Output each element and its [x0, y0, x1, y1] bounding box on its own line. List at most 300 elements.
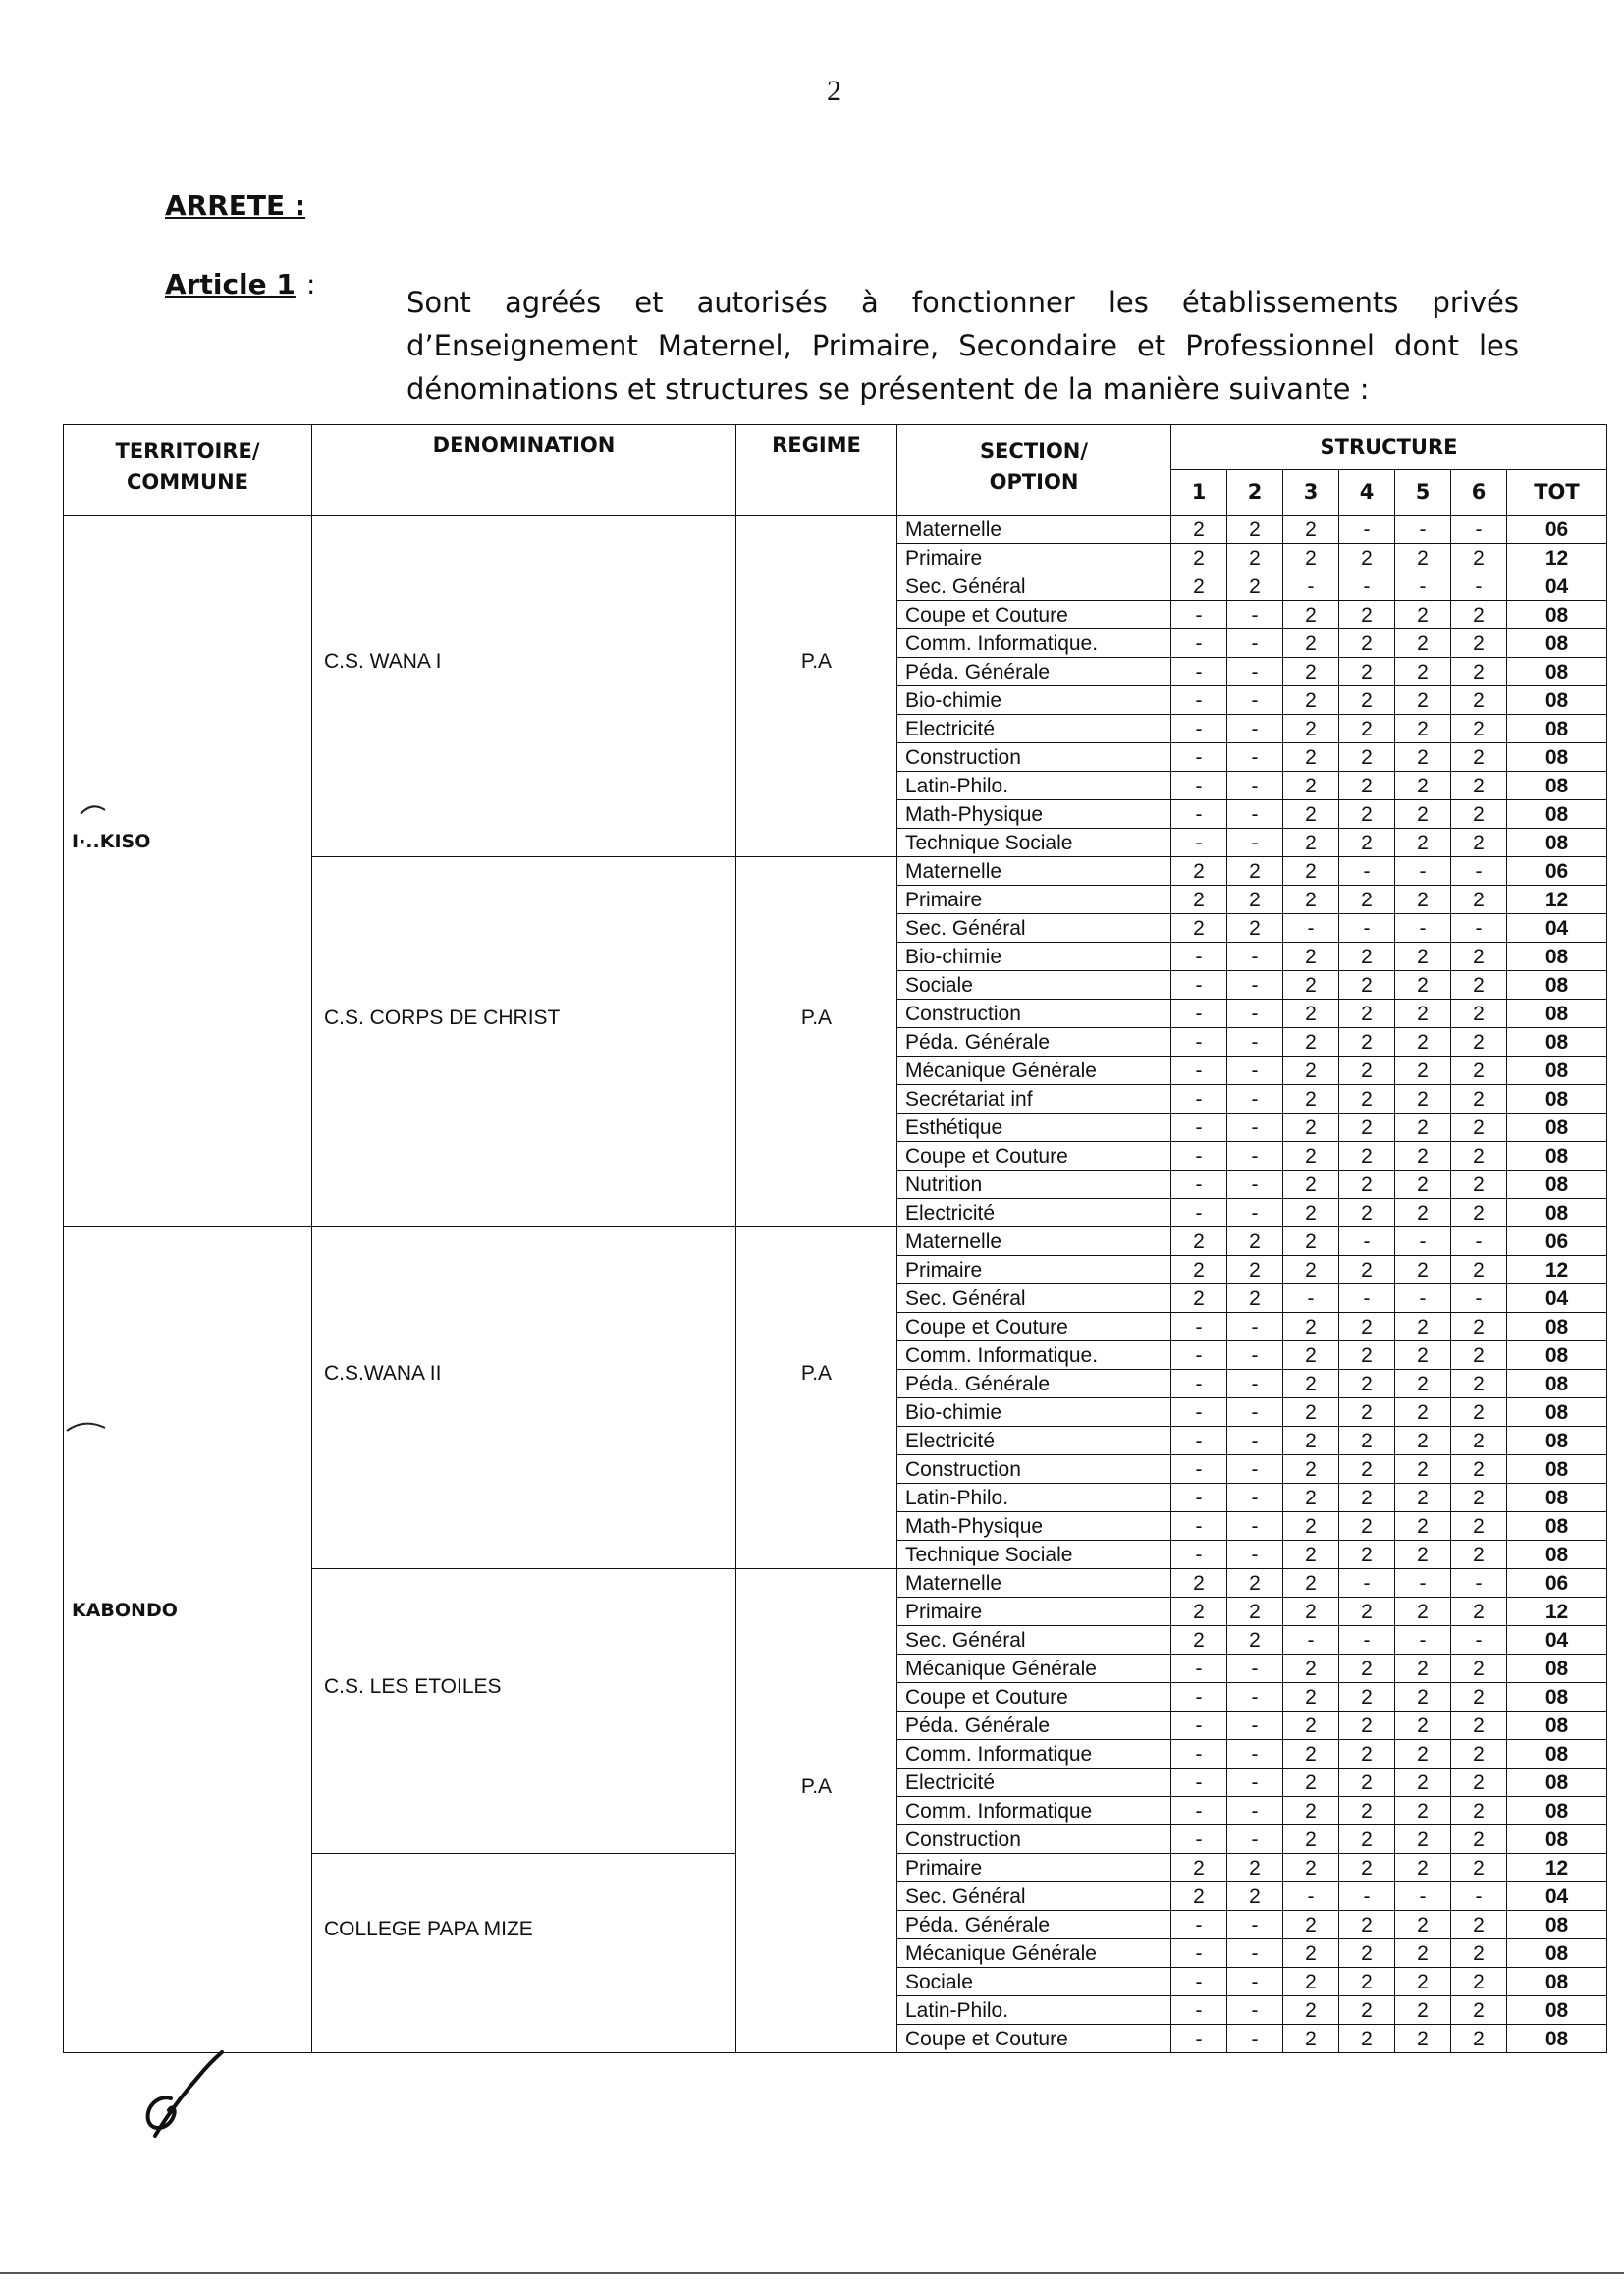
structure-value-cell: 2: [1395, 1256, 1451, 1284]
structure-value-cell: 2: [1451, 1683, 1507, 1712]
structure-value-cell: -: [1227, 2025, 1283, 2053]
structure-value-cell: -: [1171, 629, 1227, 658]
total-cell: 12: [1507, 1854, 1607, 1882]
structure-value-cell: 2: [1395, 1142, 1451, 1171]
structure-value-cell: 2: [1171, 1569, 1227, 1598]
structure-value-cell: 2: [1339, 1769, 1395, 1797]
structure-value-cell: 2: [1339, 1598, 1395, 1626]
structure-value-cell: -: [1171, 772, 1227, 800]
structure-value-cell: -: [1227, 1655, 1283, 1683]
total-cell: 08: [1507, 1740, 1607, 1769]
structure-value-cell: -: [1227, 1825, 1283, 1854]
structure-value-cell: 2: [1451, 544, 1507, 572]
structure-value-cell: 2: [1227, 1256, 1283, 1284]
structure-value-cell: 2: [1451, 886, 1507, 914]
structure-value-cell: 2: [1339, 1712, 1395, 1740]
total-cell: 12: [1507, 544, 1607, 572]
total-cell: 08: [1507, 715, 1607, 743]
structure-value-cell: -: [1339, 516, 1395, 544]
structure-value-cell: 2: [1395, 1655, 1451, 1683]
structure-value-cell: 2: [1227, 544, 1283, 572]
structure-value-cell: -: [1227, 1484, 1283, 1512]
structure-value-cell: 2: [1339, 829, 1395, 857]
structure-value-cell: 2: [1451, 1968, 1507, 1996]
header-structure: STRUCTURE: [1171, 425, 1607, 470]
structure-value-cell: -: [1395, 1284, 1451, 1313]
structure-value-cell: 2: [1395, 1370, 1451, 1398]
option-cell: Mécanique Générale: [897, 1057, 1171, 1085]
structure-value-cell: 2: [1283, 1939, 1339, 1968]
header-territoire: [64, 425, 312, 516]
structure-value-cell: 2: [1171, 1854, 1227, 1882]
header-col-2: 2: [1227, 470, 1283, 516]
structure-value-cell: -: [1171, 658, 1227, 686]
total-cell: 08: [1507, 1968, 1607, 1996]
total-cell: 08: [1507, 1427, 1607, 1455]
structure-value-cell: -: [1395, 1626, 1451, 1655]
structure-value-cell: 2: [1451, 658, 1507, 686]
structure-value-cell: 2: [1227, 572, 1283, 601]
option-cell: Secrétariat inf: [897, 1085, 1171, 1114]
structure-value-cell: 2: [1283, 1484, 1339, 1512]
structure-value-cell: -: [1339, 1882, 1395, 1911]
option-cell: Comm. Informatique: [897, 1740, 1171, 1769]
structure-value-cell: 2: [1227, 1882, 1283, 1911]
structure-value-cell: 2: [1283, 1712, 1339, 1740]
option-cell: Péda. Générale: [897, 658, 1171, 686]
structure-value-cell: 2: [1339, 1655, 1395, 1683]
option-cell: Esthétique: [897, 1114, 1171, 1142]
structure-value-cell: 2: [1339, 1341, 1395, 1370]
structure-value-cell: 2: [1395, 800, 1451, 829]
total-cell: 08: [1507, 1712, 1607, 1740]
structure-value-cell: 2: [1171, 1626, 1227, 1655]
structure-value-cell: 2: [1283, 1825, 1339, 1854]
total-cell: 08: [1507, 1085, 1607, 1114]
structure-value-cell: 2: [1451, 1028, 1507, 1057]
total-cell: 08: [1507, 1057, 1607, 1085]
total-cell: 12: [1507, 1598, 1607, 1626]
option-cell: Latin-Philo.: [897, 1484, 1171, 1512]
structure-value-cell: 2: [1451, 1427, 1507, 1455]
structure-value-cell: -: [1171, 1199, 1227, 1227]
structure-value-cell: 2: [1395, 829, 1451, 857]
structure-value-cell: -: [1227, 1911, 1283, 1939]
table-row: [64, 516, 1607, 544]
structure-value-cell: -: [1227, 1740, 1283, 1769]
total-cell: 08: [1507, 1313, 1607, 1341]
structure-value-cell: -: [1227, 629, 1283, 658]
structure-value-cell: -: [1171, 1939, 1227, 1968]
structure-value-cell: -: [1283, 572, 1339, 601]
total-cell: 04: [1507, 1882, 1607, 1911]
structure-value-cell: 2: [1395, 1427, 1451, 1455]
structure-value-cell: 2: [1283, 1541, 1339, 1569]
structure-value-cell: 2: [1283, 1996, 1339, 2025]
structure-value-cell: 2: [1283, 1142, 1339, 1171]
total-cell: 08: [1507, 1797, 1607, 1825]
scan-mark-arc: [65, 1418, 108, 1434]
structure-value-cell: 2: [1283, 1655, 1339, 1683]
header-col-3: 3: [1283, 470, 1339, 516]
structure-value-cell: -: [1339, 914, 1395, 943]
structure-value-cell: 2: [1395, 1398, 1451, 1427]
option-cell: Maternelle: [897, 1569, 1171, 1598]
total-cell: 08: [1507, 800, 1607, 829]
structure-value-cell: -: [1171, 1769, 1227, 1797]
structure-value-cell: 2: [1451, 1000, 1507, 1028]
option-cell: Bio-chimie: [897, 943, 1171, 971]
structure-value-cell: 2: [1283, 1028, 1339, 1057]
structure-value-cell: 2: [1395, 1455, 1451, 1484]
structure-value-cell: -: [1171, 1341, 1227, 1370]
structure-value-cell: 2: [1451, 1142, 1507, 1171]
regime-cell: P.A: [736, 1569, 897, 2053]
option-cell: Sociale: [897, 1968, 1171, 1996]
structure-value-cell: -: [1227, 1512, 1283, 1541]
structure-value-cell: 2: [1283, 601, 1339, 629]
structure-value-cell: 2: [1451, 1939, 1507, 1968]
structure-value-cell: 2: [1395, 1199, 1451, 1227]
structure-value-cell: 2: [1283, 686, 1339, 715]
header-col-tot: TOT: [1507, 470, 1607, 516]
structure-value-cell: -: [1171, 1996, 1227, 2025]
structure-value-cell: 2: [1339, 971, 1395, 1000]
structure-value-cell: 2: [1339, 1427, 1395, 1455]
header-territoire-line: TERRITOIRE/: [115, 439, 260, 463]
structure-value-cell: 2: [1395, 1028, 1451, 1057]
structure-value-cell: 2: [1395, 658, 1451, 686]
structure-value-cell: 2: [1395, 1911, 1451, 1939]
structure-value-cell: 2: [1171, 572, 1227, 601]
option-cell: Péda. Générale: [897, 1712, 1171, 1740]
territory-name: I·..KISO: [72, 830, 151, 852]
structure-value-cell: -: [1227, 1057, 1283, 1085]
structure-value-cell: 2: [1283, 800, 1339, 829]
option-cell: Sec. Général: [897, 1882, 1171, 1911]
structure-value-cell: 2: [1283, 1797, 1339, 1825]
structure-value-cell: -: [1227, 1171, 1283, 1199]
structure-value-cell: -: [1227, 1313, 1283, 1341]
structure-value-cell: -: [1171, 1114, 1227, 1142]
regime-cell: P.A: [736, 516, 897, 857]
structure-value-cell: -: [1171, 1911, 1227, 1939]
structure-value-cell: -: [1227, 1028, 1283, 1057]
structure-value-cell: 2: [1283, 544, 1339, 572]
structure-value-cell: 2: [1395, 1512, 1451, 1541]
structure-value-cell: 2: [1395, 686, 1451, 715]
structure-value-cell: 2: [1283, 1740, 1339, 1769]
denomination-cell: C.S.WANA II: [312, 1227, 736, 1569]
total-cell: 04: [1507, 572, 1607, 601]
structure-value-cell: 2: [1339, 1085, 1395, 1114]
structure-value-cell: -: [1171, 829, 1227, 857]
structure-value-cell: 2: [1395, 1769, 1451, 1797]
option-cell: Construction: [897, 1825, 1171, 1854]
structure-value-cell: -: [1171, 1512, 1227, 1541]
structure-value-cell: -: [1171, 1655, 1227, 1683]
structure-value-cell: 2: [1339, 1911, 1395, 1939]
structure-value-cell: 2: [1283, 1114, 1339, 1142]
structure-value-cell: 2: [1395, 1000, 1451, 1028]
structure-value-cell: 2: [1227, 1598, 1283, 1626]
structure-value-cell: 2: [1171, 1284, 1227, 1313]
total-cell: 06: [1507, 857, 1607, 886]
option-cell: Technique Sociale: [897, 1541, 1171, 1569]
structure-value-cell: 2: [1339, 886, 1395, 914]
structure-value-cell: 2: [1451, 1911, 1507, 1939]
structure-value-cell: -: [1451, 1284, 1507, 1313]
territory-cell: [64, 516, 312, 1227]
option-cell: Primaire: [897, 544, 1171, 572]
option-cell: Maternelle: [897, 857, 1171, 886]
structure-value-cell: 2: [1283, 743, 1339, 772]
denomination-cell: COLLEGE PAPA MIZE: [312, 1854, 736, 2053]
total-cell: 08: [1507, 686, 1607, 715]
structure-value-cell: 2: [1339, 715, 1395, 743]
total-cell: 12: [1507, 886, 1607, 914]
total-cell: 08: [1507, 601, 1607, 629]
structure-value-cell: -: [1227, 772, 1283, 800]
option-cell: Mécanique Générale: [897, 1939, 1171, 1968]
structure-value-cell: 2: [1395, 886, 1451, 914]
page-number: 2: [827, 75, 841, 107]
structure-value-cell: 2: [1339, 943, 1395, 971]
structure-value-cell: -: [1171, 1825, 1227, 1854]
header-col-1: 1: [1171, 470, 1227, 516]
structure-value-cell: 2: [1227, 516, 1283, 544]
structure-value-cell: -: [1171, 943, 1227, 971]
structure-value-cell: 2: [1171, 1227, 1227, 1256]
handwritten-initial: [137, 2047, 236, 2141]
structure-value-cell: -: [1451, 572, 1507, 601]
total-cell: 08: [1507, 1398, 1607, 1427]
structure-value-cell: 2: [1283, 1057, 1339, 1085]
structure-value-cell: 2: [1451, 1854, 1507, 1882]
structure-value-cell: -: [1227, 1114, 1283, 1142]
structure-value-cell: 2: [1339, 686, 1395, 715]
structure-value-cell: -: [1227, 1712, 1283, 1740]
structure-value-cell: 2: [1395, 971, 1451, 1000]
structure-value-cell: -: [1451, 1626, 1507, 1655]
structure-value-cell: 2: [1283, 1769, 1339, 1797]
structure-value-cell: 2: [1283, 1171, 1339, 1199]
total-cell: 12: [1507, 1256, 1607, 1284]
structure-value-cell: 2: [1451, 1512, 1507, 1541]
structure-value-cell: 2: [1339, 800, 1395, 829]
option-cell: Primaire: [897, 1256, 1171, 1284]
structure-value-cell: -: [1339, 1626, 1395, 1655]
header-section-line: OPTION: [989, 470, 1079, 494]
structure-value-cell: -: [1171, 1398, 1227, 1427]
structure-value-cell: 2: [1227, 1569, 1283, 1598]
total-cell: 06: [1507, 1569, 1607, 1598]
total-cell: 08: [1507, 1911, 1607, 1939]
header-regime: REGIME: [736, 425, 897, 516]
table-header: [64, 425, 1607, 516]
structure-value-cell: -: [1171, 1797, 1227, 1825]
structure-value-cell: 2: [1283, 2025, 1339, 2053]
structure-value-cell: 2: [1283, 1598, 1339, 1626]
option-cell: Latin-Philo.: [897, 772, 1171, 800]
structure-value-cell: 2: [1395, 1712, 1451, 1740]
structure-value-cell: 2: [1339, 1057, 1395, 1085]
structure-value-cell: 2: [1283, 1199, 1339, 1227]
option-cell: Primaire: [897, 1598, 1171, 1626]
total-cell: 08: [1507, 1683, 1607, 1712]
structure-value-cell: -: [1451, 1882, 1507, 1911]
total-cell: 08: [1507, 1171, 1607, 1199]
structure-value-cell: 2: [1227, 1626, 1283, 1655]
structure-value-cell: -: [1227, 686, 1283, 715]
header-row: [64, 425, 1607, 470]
option-cell: Coupe et Couture: [897, 601, 1171, 629]
total-cell: 08: [1507, 772, 1607, 800]
total-cell: 08: [1507, 1484, 1607, 1512]
structure-value-cell: 2: [1451, 1114, 1507, 1142]
structure-value-cell: 2: [1283, 715, 1339, 743]
structure-value-cell: 2: [1227, 1284, 1283, 1313]
structure-value-cell: 2: [1339, 544, 1395, 572]
scan-edge-line: [0, 2272, 1624, 2274]
total-cell: 08: [1507, 1541, 1607, 1569]
total-cell: 08: [1507, 1028, 1607, 1057]
article-text-line: d’Enseignement Maternel, Primaire, Secondaire et Professionnel dont les: [406, 329, 1519, 362]
structure-value-cell: 2: [1451, 829, 1507, 857]
structure-value-cell: 2: [1283, 629, 1339, 658]
structure-value-cell: -: [1283, 1626, 1339, 1655]
structure-value-cell: 2: [1395, 629, 1451, 658]
structure-value-cell: -: [1171, 1028, 1227, 1057]
structure-value-cell: 2: [1451, 1655, 1507, 1683]
structure-value-cell: 2: [1283, 1370, 1339, 1398]
structure-value-cell: -: [1227, 1683, 1283, 1712]
structure-value-cell: -: [1227, 743, 1283, 772]
structure-value-cell: 2: [1339, 1398, 1395, 1427]
structure-value-cell: 2: [1339, 601, 1395, 629]
structure-value-cell: -: [1171, 800, 1227, 829]
structure-value-cell: 2: [1451, 1341, 1507, 1370]
total-cell: 08: [1507, 658, 1607, 686]
structure-value-cell: -: [1451, 516, 1507, 544]
structure-value-cell: 2: [1451, 772, 1507, 800]
structure-value-cell: 2: [1283, 1683, 1339, 1712]
total-cell: 08: [1507, 1455, 1607, 1484]
article-text-line: Sont agréés et autorisés à fonctionner les établissements privés: [406, 286, 1519, 319]
structure-value-cell: 2: [1283, 1455, 1339, 1484]
structure-value-cell: -: [1171, 686, 1227, 715]
option-cell: Comm. Informatique.: [897, 629, 1171, 658]
structure-value-cell: 2: [1395, 1598, 1451, 1626]
total-cell: 08: [1507, 1939, 1607, 1968]
structure-value-cell: 2: [1451, 943, 1507, 971]
total-cell: 08: [1507, 829, 1607, 857]
structure-value-cell: -: [1451, 914, 1507, 943]
structure-value-cell: 2: [1395, 1968, 1451, 1996]
structure-value-cell: 2: [1395, 1541, 1451, 1569]
structure-value-cell: 2: [1339, 1996, 1395, 2025]
structure-value-cell: 2: [1451, 1769, 1507, 1797]
structure-value-cell: 2: [1451, 1370, 1507, 1398]
total-cell: 08: [1507, 743, 1607, 772]
structure-value-cell: 2: [1451, 1398, 1507, 1427]
structure-value-cell: 2: [1283, 1256, 1339, 1284]
option-cell: Bio-chimie: [897, 686, 1171, 715]
schools-table: [63, 424, 1607, 2053]
structure-value-cell: -: [1171, 1968, 1227, 1996]
structure-value-cell: 2: [1451, 1712, 1507, 1740]
structure-value-cell: -: [1171, 1455, 1227, 1484]
structure-value-cell: 2: [1339, 1171, 1395, 1199]
structure-value-cell: -: [1171, 971, 1227, 1000]
structure-value-cell: 2: [1339, 743, 1395, 772]
structure-value-cell: -: [1227, 1398, 1283, 1427]
structure-value-cell: 2: [1451, 1085, 1507, 1114]
structure-value-cell: -: [1171, 1712, 1227, 1740]
structure-value-cell: -: [1227, 1939, 1283, 1968]
structure-value-cell: 2: [1339, 1370, 1395, 1398]
option-cell: Péda. Générale: [897, 1911, 1171, 1939]
structure-value-cell: 2: [1339, 658, 1395, 686]
structure-value-cell: -: [1227, 715, 1283, 743]
structure-value-cell: 2: [1283, 1512, 1339, 1541]
total-cell: 06: [1507, 1227, 1607, 1256]
structure-value-cell: 2: [1339, 1199, 1395, 1227]
option-cell: Primaire: [897, 1854, 1171, 1882]
structure-value-cell: 2: [1339, 1683, 1395, 1712]
structure-value-cell: -: [1227, 1199, 1283, 1227]
structure-value-cell: 2: [1227, 1854, 1283, 1882]
denomination-cell: C.S. LES ETOILES: [312, 1569, 736, 1854]
header-section-line: SECTION/: [979, 439, 1089, 463]
article-text-line: dénominations et structures se présentent de la manière suivante :: [406, 372, 1370, 406]
structure-value-cell: 2: [1339, 1142, 1395, 1171]
header-col-6: 6: [1451, 470, 1507, 516]
structure-value-cell: -: [1227, 1541, 1283, 1569]
structure-value-cell: 2: [1339, 772, 1395, 800]
structure-value-cell: -: [1171, 1683, 1227, 1712]
structure-value-cell: 2: [1283, 1911, 1339, 1939]
structure-value-cell: 2: [1339, 1256, 1395, 1284]
structure-value-cell: -: [1171, 1057, 1227, 1085]
option-cell: Coupe et Couture: [897, 2025, 1171, 2053]
structure-value-cell: 2: [1283, 829, 1339, 857]
structure-value-cell: -: [1227, 658, 1283, 686]
option-cell: Coupe et Couture: [897, 1313, 1171, 1341]
option-cell: Latin-Philo.: [897, 1996, 1171, 2025]
option-cell: Maternelle: [897, 1227, 1171, 1256]
denomination-cell: C.S. CORPS DE CHRIST: [312, 857, 736, 1227]
total-cell: 08: [1507, 971, 1607, 1000]
header-denomination: DENOMINATION: [312, 425, 736, 516]
structure-value-cell: 2: [1451, 743, 1507, 772]
option-cell: Electricité: [897, 715, 1171, 743]
structure-value-cell: -: [1171, 1000, 1227, 1028]
structure-value-cell: 2: [1171, 544, 1227, 572]
header-section-option: [897, 425, 1171, 516]
structure-value-cell: 2: [1395, 1085, 1451, 1114]
option-cell: Construction: [897, 743, 1171, 772]
structure-value-cell: -: [1395, 1569, 1451, 1598]
structure-value-cell: 2: [1283, 886, 1339, 914]
structure-value-cell: -: [1171, 1313, 1227, 1341]
structure-value-cell: 2: [1227, 857, 1283, 886]
structure-value-cell: 2: [1451, 1740, 1507, 1769]
structure-value-cell: -: [1171, 2025, 1227, 2053]
option-cell: Bio-chimie: [897, 1398, 1171, 1427]
scan-mark-arc: [79, 801, 108, 817]
structure-value-cell: 2: [1339, 1313, 1395, 1341]
